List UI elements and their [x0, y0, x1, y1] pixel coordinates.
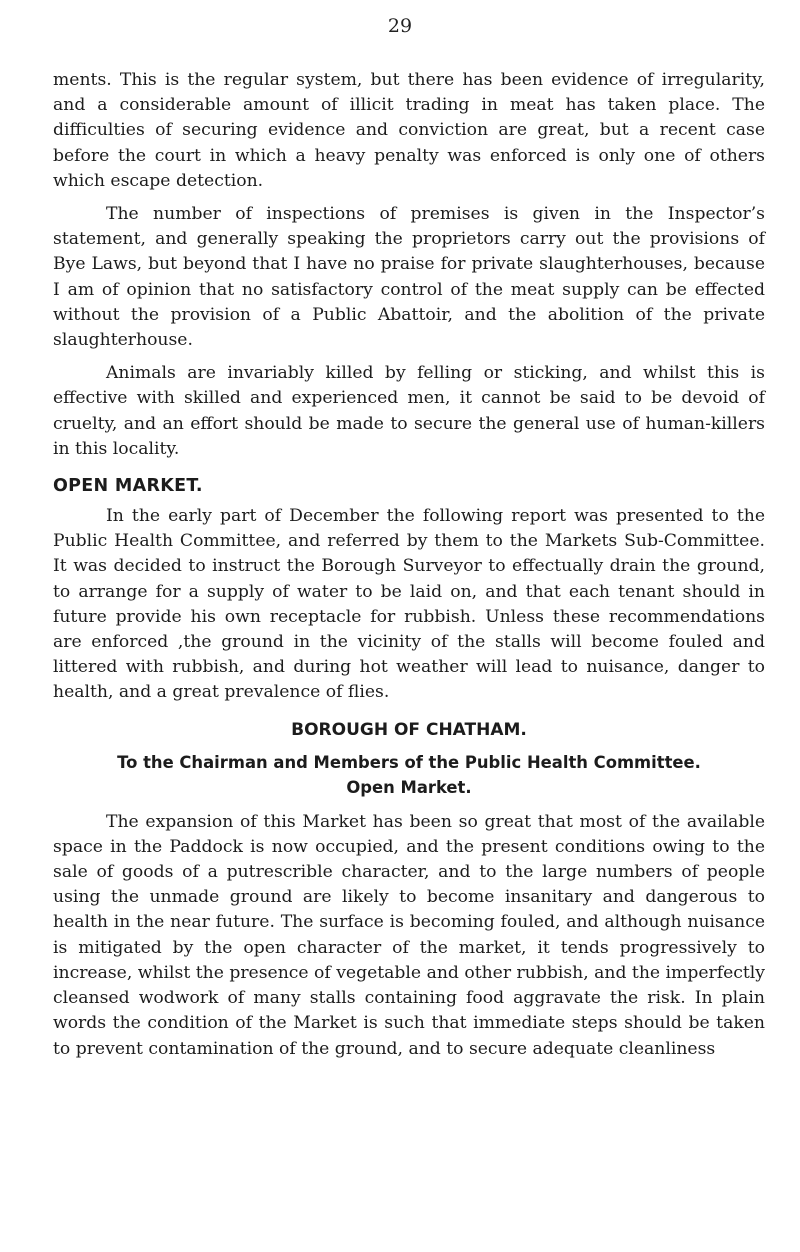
- open-market-heading: OPEN MARKET.: [53, 476, 203, 497]
- paragraph-slaughterhouses: The number of inspections of premises is given in the Inspector’s statement, and generally speaking the proprietors carry out the provisions of Bye Laws, but beyond that I have no praise for private slaughterhouses, because I am of opinion that no satisfactory control of the meat supply can be effected without the provision of a Public Abattoir, and the abolition of the private slaughterhouse.: [53, 204, 765, 351]
- report-subheading: [53, 750, 765, 800]
- paragraph-animal-killing: Animals are invariably killed by felling or sticking, and whilst this is effective with skilled and experienced men, it cannot be said to be devoid of cruelty, and an effort should be made to secure the general use of human-killers in this locality.: [53, 363, 765, 459]
- page-number: 29: [387, 15, 413, 37]
- paragraph-open-market: In the early part of December the following report was presented to the Public Health Committee, and referred by them to the Markets Sub-Committee. It was decided to instruct the Borough Surveyor to effectually drain the ground, to arrange for a supply of water to be laid on, and that each tenant should in future provide his own receptacle for rubbish. Unless these recommendations are enforced ,the ground in the vicinity of the stalls will become fouled and littered with rubbish, and during hot weather will lead to nuisance, danger to health, and a great prevalence of flies.: [53, 506, 765, 703]
- paragraph-meat-trading: ments. This is the regular system, but there has been evidence of irregularity, and a considerable amount of illicit trading in meat has taken place. The difficulties of securing evidence and conviction are great, but a recent case before the court in which a heavy penalty was enforced is only one of others which escape detection.: [53, 70, 765, 191]
- report-addressee: To the Chairman and Members of the Public Health Committee.: [117, 752, 701, 772]
- report-heading: BOROUGH OF CHATHAM.: [291, 719, 527, 740]
- document-page: [53, 68, 765, 1070]
- paragraph-report: The expansion of this Market has been so great that most of the available space in the Paddock is now occupied, and the present conditions owing to the sale of goods of a putrescrible character, and to the large numbers of people using the unmade ground are likely to become insanitary and dangerous to health in the near future. The surface is becoming fouled, and although nuisance is mitigated by the open character of the market, it tends progressively to increase, whilst the presence of vegetable and other rubbish, and the imperfectly cleansed wodwork of many stalls containing food aggravate the risk. In plain words the condition of the Market is such that immediate steps should be taken to prevent contamination of the ground, and to secure adequate cleanliness: [53, 811, 765, 1059]
- report-title: Open Market.: [346, 777, 472, 797]
